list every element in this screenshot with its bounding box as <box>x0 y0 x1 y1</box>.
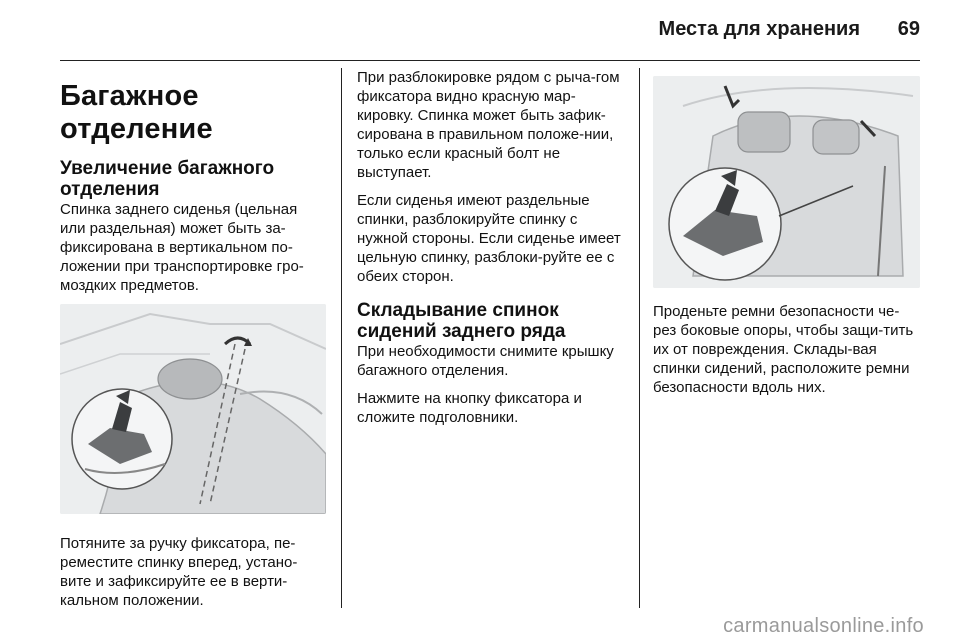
figure-caption: Проденьте ремни безопасности че-рез боковые опоры, чтобы защи-тить их от повреждения. Склады-вая спинки сидений, расположите ремни безопасности вдоль них. <box>653 303 914 396</box>
section-title: Багажное отделение <box>60 80 213 145</box>
headrest-fold-illustration-icon <box>653 76 920 288</box>
page-header-title: Места для хранения <box>658 18 860 40</box>
subheading-fold-rear-seats: Складывание спинок сидений заднего ряда <box>357 300 566 342</box>
column-3 <box>653 76 920 406</box>
figure-caption: Потяните за ручку фиксатора, пе-реместите спинку вперед, устано-вите и зафиксируйте ее в верти-кальном положении. <box>60 535 298 609</box>
column-divider-1 <box>341 68 342 608</box>
paragraph: При разблокировке рядом с рыча-гом фиксатора видно красную мар-кировку. Спинка может быть зафик-сирована в правильном положе-нии, только если красный болт не выступает. <box>357 69 620 181</box>
paragraph: При необходимости снимите крышку багажного отделения. <box>357 343 614 379</box>
subheading-enlarge-trunk: Увеличение багажного отделения <box>60 158 275 200</box>
column-1 <box>60 68 326 619</box>
page-number: 69 <box>897 18 920 40</box>
header-rule <box>60 60 920 61</box>
column-divider-2 <box>639 68 640 608</box>
paragraph: Если сиденья имеют раздельные спинки, разблокируйте спинку с нужной стороны. Если сиденье имеет цельную спинку, разблоки-руйте ее с обеих сторон. <box>357 192 621 285</box>
column-2 <box>357 68 625 436</box>
paragraph: Спинка заднего сиденья (цельная или раздельная) может быть за-фиксирована в вертикальном по-ложении при транспортировке гро-моздких предметов. <box>60 201 304 294</box>
seat-backrest-unlock-illustration-icon <box>60 304 326 514</box>
paragraph: Нажмите на кнопку фиксатора и сложите подголовники. <box>357 390 582 426</box>
watermark: carmanualsonline.info <box>723 615 924 637</box>
